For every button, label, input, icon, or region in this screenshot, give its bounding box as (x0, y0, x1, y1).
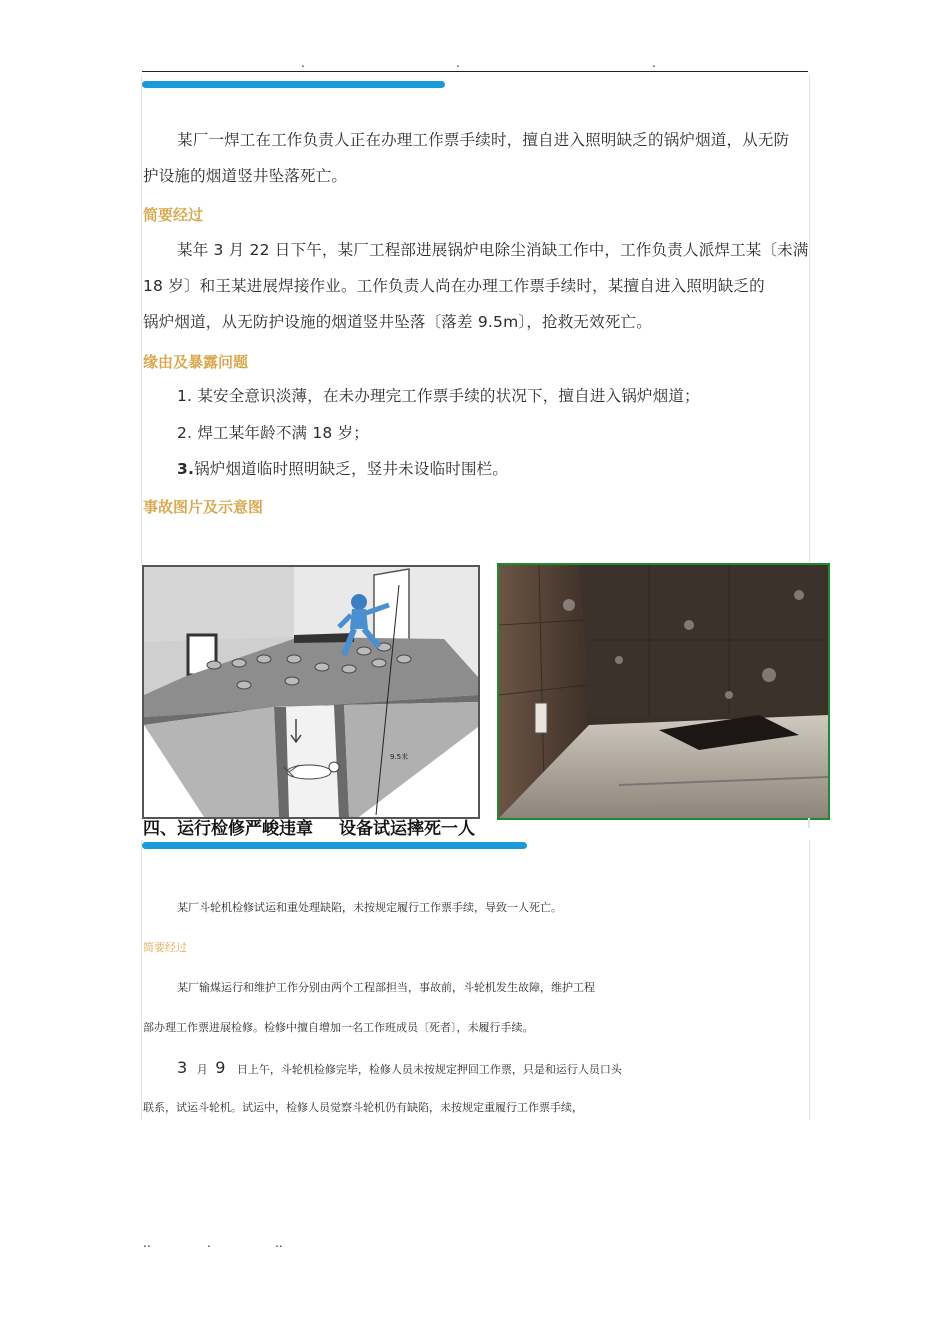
section4-title (143, 814, 475, 839)
footer-dot: .. (275, 1236, 283, 1250)
intro-line: 某厂一焊工在工作负责人正在办理工作票手续时，擅自进入照明缺乏的锅炉烟道，从无防 (177, 131, 790, 149)
cause-number: 3. (177, 460, 195, 478)
header-dot: . (301, 56, 305, 70)
section4-line: 部办理工作票进展检修。检修中擅自增加一名工作班成员〔死者〕，未履行手续。 (143, 1021, 534, 1034)
section4-intro: 某厂斗轮机检修试运和重处理缺陷，未按规定履行工作票手续，导致一人死亡。 (177, 901, 562, 914)
heading-process: 简要经过 (143, 206, 204, 224)
cause-item (177, 451, 508, 487)
accident-diagram (142, 565, 480, 819)
section4-line: 某厂输煤运行和维护工作分别由两个工程部担当，事故前，斗轮机发生故障，维护工程 (177, 981, 595, 994)
intro-line: 护设施的烟道竖井坠落死亡。 (143, 167, 348, 185)
heading-cause: 缘由及暴露问题 (143, 353, 249, 371)
section4-heading-process: 简要经过 (143, 941, 187, 954)
date-text: 日上午，斗轮机检修完毕，检修人员未按规定押回工作票，只是和运行人员口头 (236, 1063, 622, 1076)
process-line: 锅炉烟道，从无防护设施的烟道竖井坠落〔落差 9.5m〕，抢救无效死亡。 (143, 313, 652, 331)
section4-line: 联系，试运斗轮机。试运中，检修人员觉察斗轮机仍有缺陷，未按规定重履行工作票手续， (143, 1101, 583, 1114)
process-line: 某年 3 月 22 日下午，某厂工程部进展锅炉电除尘消缺工作中，工作负责人派焊工某〔未满 (177, 241, 809, 259)
cause-item: 1. 某安全意识淡薄，在未办理完工作票手续的状况下，擅自进入锅炉烟道； (177, 387, 700, 405)
date-number: 9 (215, 1058, 226, 1077)
section4-title-part: 四、运行检修严峻违章 (143, 819, 313, 839)
diagram-svg (144, 567, 478, 817)
header-dot: . (652, 56, 656, 70)
diagram-height-label: 9.5米 (390, 753, 409, 761)
cause-text: 锅炉烟道临时照明缺乏，竖井未设临时围栏。 (194, 460, 509, 478)
accident-photo (497, 563, 830, 820)
footer-dot: .. (143, 1236, 151, 1250)
section4-line (177, 1058, 622, 1077)
date-number: 3 (177, 1058, 188, 1077)
date-unit: 月 (196, 1063, 208, 1076)
footer-dot: . (207, 1236, 211, 1250)
cause-item: 2. 焊工某年龄不满 18 岁； (177, 424, 369, 442)
heading-pictures: 事故图片及示意图 (143, 498, 264, 516)
header-dot: . (456, 56, 460, 70)
section4-title-part: 设备试运摔死一人 (339, 819, 475, 839)
frame-tick (808, 818, 810, 828)
process-line: 18 岁〕和王某进展焊接作业。工作负责人尚在办理工作票手续时，某擅自进入照明缺乏的 (143, 277, 765, 295)
photo-svg (499, 565, 828, 818)
header-rule (142, 71, 808, 72)
